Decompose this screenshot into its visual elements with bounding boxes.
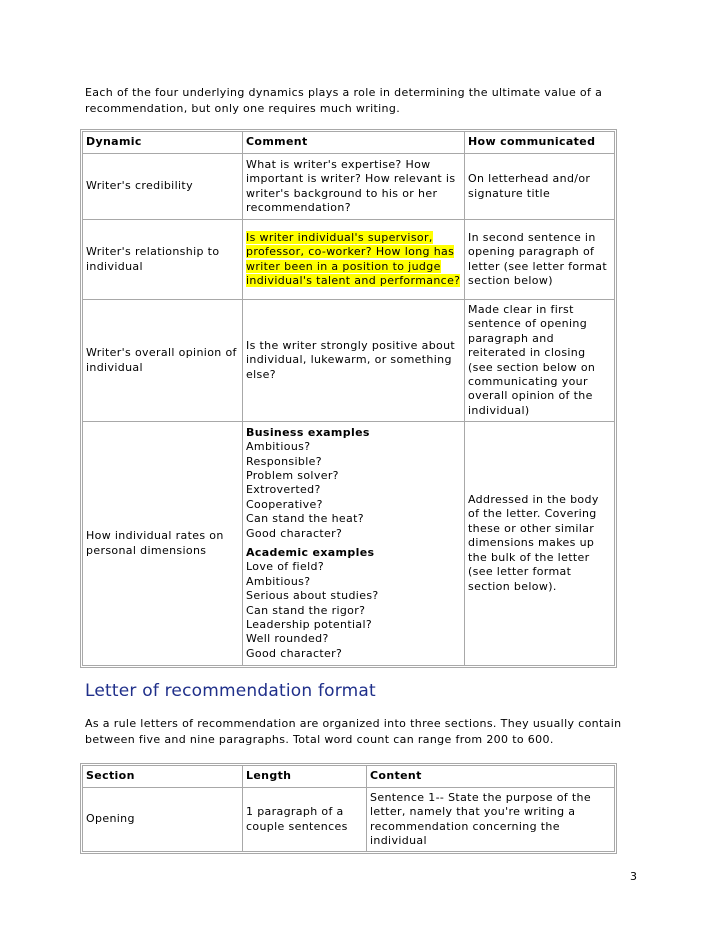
column-header-content: Content xyxy=(367,766,615,788)
list-item: Ambitious? xyxy=(246,574,311,588)
comment-cell xyxy=(243,220,465,300)
dynamic-cell: Writer's credibility xyxy=(83,154,243,220)
how-cell: In second sentence in opening paragraph of letter (see letter format section below) xyxy=(465,220,615,300)
comment-cell xyxy=(243,422,465,666)
list-item: Responsible? xyxy=(246,454,322,468)
table-row xyxy=(83,422,615,666)
format-intro-paragraph: As a rule letters of recommendation are organized into three sections. They usually contain between five and nine paragraphs. Total word count can range from 200 to 600. xyxy=(85,717,622,746)
table-header-row xyxy=(83,132,615,154)
section-heading: Letter of recommendation format xyxy=(85,681,376,701)
column-header-section: Section xyxy=(83,766,243,788)
list-item: Love of field? xyxy=(246,560,325,574)
comment-cell: What is writer's expertise? How important is writer? How relevant is writer's background to his or her recommendation? xyxy=(243,154,465,220)
academic-examples-title: Academic examples xyxy=(246,546,375,559)
column-header-length: Length xyxy=(243,766,367,788)
dynamic-cell: Writer's relationship to individual xyxy=(83,220,243,300)
table-row xyxy=(83,300,615,422)
list-item: Can stand the heat? xyxy=(246,512,364,526)
dynamic-cell: How individual rates on personal dimensions xyxy=(83,422,243,666)
how-cell: On letterhead and/or signature title xyxy=(465,154,615,220)
highlighted-text: Is writer individual's supervisor, professor, co-worker? How long has writer been in a position to judge individual's talent and performance? xyxy=(246,230,461,287)
page-number: 3 xyxy=(630,870,637,883)
list-item: Can stand the rigor? xyxy=(246,603,366,617)
comment-cell: Is the writer strongly positive about individual, lukewarm, or something else? xyxy=(243,300,465,422)
list-item: Ambitious? xyxy=(246,440,311,454)
list-item: Extroverted? xyxy=(246,483,321,497)
list-item: Good character? xyxy=(246,646,343,660)
list-item: Problem solver? xyxy=(246,468,339,482)
list-item: Good character? xyxy=(246,526,343,540)
list-item: Cooperative? xyxy=(246,497,323,511)
column-header-dynamic: Dynamic xyxy=(83,132,243,154)
section-cell: Opening xyxy=(83,788,243,852)
list-item: Serious about studies? xyxy=(246,589,379,603)
column-header-comment: Comment xyxy=(243,132,465,154)
content-cell: Sentence 1-- State the purpose of the letter, namely that you're writing a recommendation concerning the individual xyxy=(367,788,615,852)
how-cell: Addressed in the body of the letter. Covering these or other similar dimensions makes up the bulk of the letter (see letter format section below). xyxy=(465,422,615,666)
list-item: Well rounded? xyxy=(246,632,329,646)
column-header-how: How communicated xyxy=(465,132,615,154)
intro-paragraph: Each of the four underlying dynamics plays a role in determining the ultimate value of a recommendation, but only one requires much writing. xyxy=(85,86,603,115)
business-examples-title: Business examples xyxy=(246,425,370,439)
list-item: Leadership potential? xyxy=(246,618,373,632)
format-table xyxy=(82,765,615,852)
table-header-row xyxy=(83,766,615,788)
table-row xyxy=(83,788,615,852)
table-row xyxy=(83,154,615,220)
length-cell: 1 paragraph of a couple sentences xyxy=(243,788,367,852)
dynamics-table xyxy=(82,131,615,666)
how-cell: Made clear in first sentence of opening paragraph and reiterated in closing (see section below on communicating your overall opinion of the individual) xyxy=(465,300,615,422)
dynamic-cell: Writer's overall opinion of individual xyxy=(83,300,243,422)
table-row xyxy=(83,220,615,300)
